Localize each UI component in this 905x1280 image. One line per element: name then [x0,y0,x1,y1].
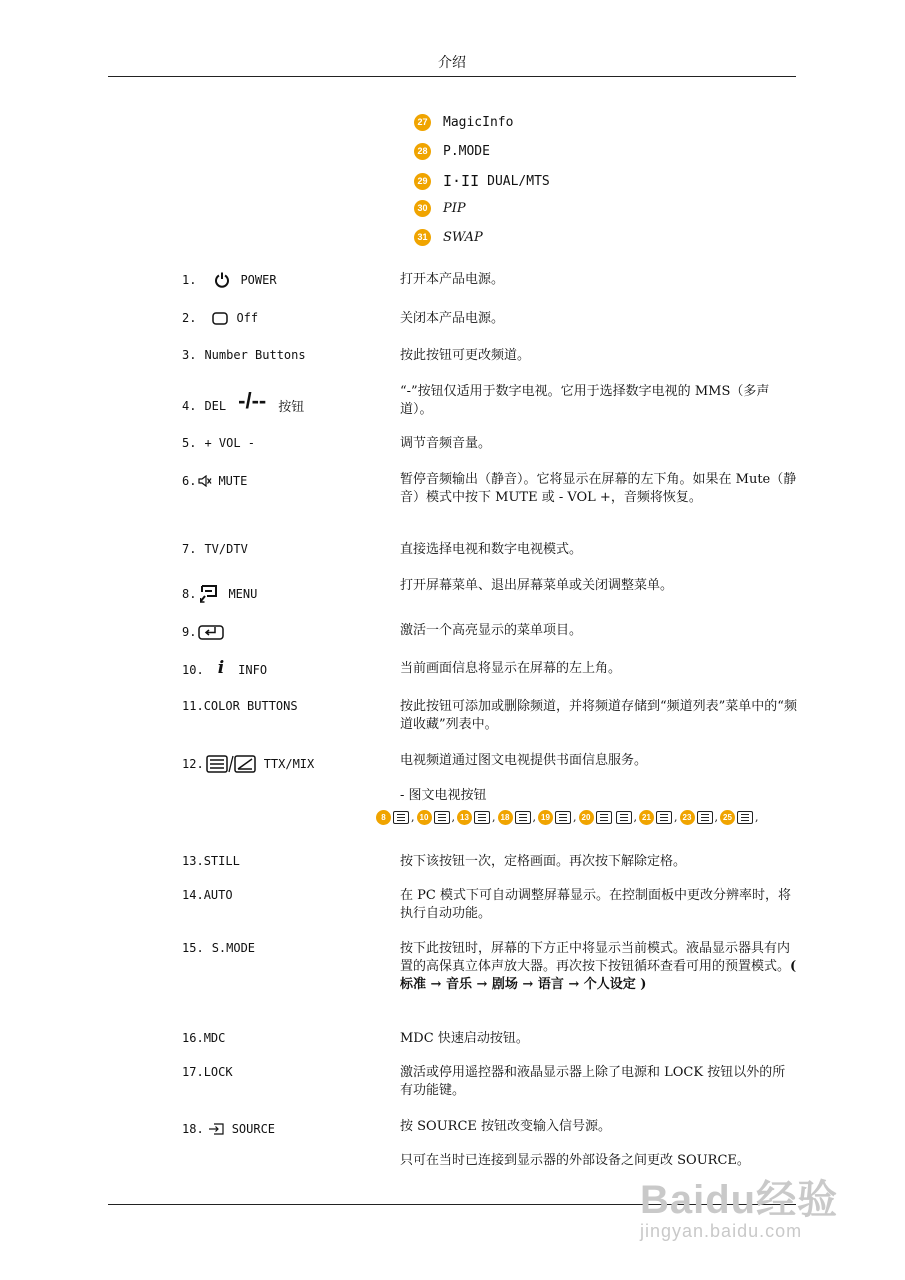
callout-label: PIP [443,200,466,216]
item-still [182,854,240,868]
item-number: 14. [182,888,204,902]
ttx-number-badge: 19 [538,810,553,825]
callout-label: DUAL/MTS [487,173,550,189]
ttx-buttons-caption: - 图文电视按钮 [400,788,487,803]
item-power-desc: 打开本产品电源。 [400,272,505,287]
mute-icon [198,475,212,487]
item-source-desc: 按 SOURCE 按钮改变输入信号源。 [400,1119,612,1134]
item-number: 4. [182,398,197,413]
item-label: MUTE [218,474,248,488]
item-label: LOCK [203,1065,233,1079]
item-number: 17. [182,1065,204,1079]
item-info [182,658,268,678]
item-color-buttons [182,699,298,713]
ttx-number-badge: 21 [639,810,654,825]
item-label: TTX/MIX [263,757,315,771]
item-label: Number Buttons [204,348,306,362]
del-icon: -/-- [238,387,267,413]
item-number-buttons-desc: 按此按钮可更改频道。 [400,348,531,363]
item-menu-desc: 打开屏幕菜单、退出屏幕菜单或关闭调整菜单。 [400,578,674,593]
item-number: 8. [182,587,197,601]
callout-number-badge: 28 [414,143,431,160]
item-label: POWER [240,273,277,287]
callout-label: MagicInfo [443,114,514,130]
s-mode-desc-text: 按下此按钮时，屏幕的下方正中将显示当前模式。液晶显示器具有内置的高保真立体声放大器。再次按下按钮循环查看可用的预置模式。 [400,941,791,974]
item-lock-desc: 激活或停用遥控器和液晶显示器上除了电源和 LOCK 按钮以外的所有功能键。 [400,1065,786,1098]
ttx-key-icon [697,811,713,824]
item-vol [182,436,255,450]
source-icon [208,1123,224,1135]
item-label: COLOR BUTTONS [203,699,298,713]
item-auto [182,888,233,902]
enter-icon [198,623,226,641]
item-number: 15. [182,941,204,955]
callout-pmode [414,141,490,161]
item-tv-dtv [182,542,248,556]
item-label: INFO [238,663,268,677]
watermark-url: jingyan.baidu.com [640,1221,803,1241]
ttx-key-icon [616,811,632,824]
item-del-desc: “-”按钮仅适用于数字电视。它用于选择数字电视的 MMS（多声道）。 [400,384,770,417]
item-number: 12. [182,757,204,771]
item-lock [182,1065,233,1079]
s-mode-sequence: ( 标准 → 音乐 → 剧场 → 语言 → 个人设定 ) [400,959,797,992]
item-power [182,272,277,288]
dual-icon: I·II [443,172,480,190]
item-color-buttons-desc: 按此按钮可添加或删除频道，并将频道存储到“频道列表”菜单中的“频道收藏”列表中。 [400,699,797,732]
item-label: DEL [204,398,227,413]
item-number: 16. [182,1031,204,1045]
baidu-watermark [640,1168,838,1242]
item-number: 11. [182,699,204,713]
item-number: 1. [182,273,197,287]
item-number: 6. [182,474,197,488]
ttx-number-badge: 25 [720,810,735,825]
callout-number-badge: 29 [414,173,431,190]
item-label: AUTO [203,888,233,902]
item-menu [182,584,257,604]
ttx-key-icon [656,811,672,824]
item-off [182,311,258,325]
item-label: + VOL - [204,436,256,450]
callout-number-badge: 30 [414,200,431,217]
item-number: 9. [182,625,197,639]
ttx-number-badge: 10 [417,810,432,825]
callout-label: P.MODE [443,143,490,159]
item-s-mode-desc [400,940,798,994]
item-s-mode [182,941,255,955]
page-header: 介绍 [438,55,466,71]
callout-dual-mts [414,171,550,191]
callout-number-badge: 27 [414,114,431,131]
ttx-number-badge: 8 [376,810,391,825]
callout-label: SWAP [443,229,483,245]
item-mute [182,474,247,488]
item-number: 2. [182,311,197,325]
item-off-desc: 关闭本产品电源。 [400,311,505,326]
header-rule [108,76,796,77]
power-icon [214,272,230,288]
item-label: MENU [228,587,258,601]
callout-number-badge: 31 [414,229,431,246]
ttx-number-badge: 20 [579,810,594,825]
item-source [182,1122,275,1136]
item-info-desc: 当前画面信息将显示在屏幕的左上角。 [400,661,622,676]
item-number: 18. [182,1122,204,1136]
watermark-logo: Baidu经验 [640,1178,839,1222]
callout-pip [414,198,466,218]
item-number: 5. [182,436,197,450]
item-label: TV/DTV [204,542,248,556]
menu-icon [200,584,218,604]
item-del [182,387,305,415]
ttx-key-icon [515,811,531,824]
ttx-key-icon [434,811,450,824]
item-label-suffix: 按钮 [278,400,305,415]
ttx-number-badge: 13 [457,810,472,825]
item-number-buttons [182,348,306,362]
item-label: S.MODE [211,941,256,955]
ttx-mix-icon [206,755,256,773]
ttx-number-badge: 23 [680,810,695,825]
item-mdc [182,1031,225,1045]
item-number: 13. [182,854,204,868]
item-mute-desc: 暂停音频输出（静音）。它将显示在屏幕的左下角。如果在 Mute（静音）模式中按下 MUTE 或 - VOL +，音频将恢复。 [400,472,797,505]
ttx-number-badge: 18 [498,810,513,825]
ttx-key-icon [737,811,753,824]
item-label: SOURCE [231,1122,276,1136]
item-label: Off [236,311,259,325]
item-vol-desc: 调节音频音量。 [400,436,492,451]
ttx-key-icon [555,811,571,824]
off-icon [212,312,228,325]
info-icon: i [217,658,225,678]
item-ttx-mix-desc: 电视频道通过图文电视提供书面信息服务。 [400,753,648,768]
item-mdc-desc: MDC 快速启动按钮。 [400,1031,529,1046]
item-number: 7. [182,542,197,556]
ttx-key-icon [474,811,490,824]
ttx-key-icon [596,811,612,824]
item-source-note: 只可在当时已连接到显示器的外部设备之间更改 SOURCE。 [400,1153,750,1168]
item-still-desc: 按下该按钮一次，定格画面。再次按下解除定格。 [400,854,687,869]
item-label: STILL [203,854,240,868]
ttx-button-list: 8 , 10 , 13 , 18 , 19 , 20 , 21 , 23 , 25 , [376,810,761,825]
item-ttx-mix [182,755,314,773]
callout-magicinfo [414,112,513,132]
item-tv-dtv-desc: 直接选择电视和数字电视模式。 [400,542,583,557]
item-enter-desc: 激活一个高亮显示的菜单项目。 [400,623,583,638]
item-number: 3. [182,348,197,362]
callout-swap [414,227,483,247]
item-auto-desc: 在 PC 模式下可自动调整屏幕显示。在控制面板中更改分辨率时，将执行自动功能。 [400,888,791,921]
item-enter [182,623,226,641]
ttx-key-icon [393,811,409,824]
item-label: MDC [203,1031,226,1045]
item-number: 10. [182,663,204,677]
